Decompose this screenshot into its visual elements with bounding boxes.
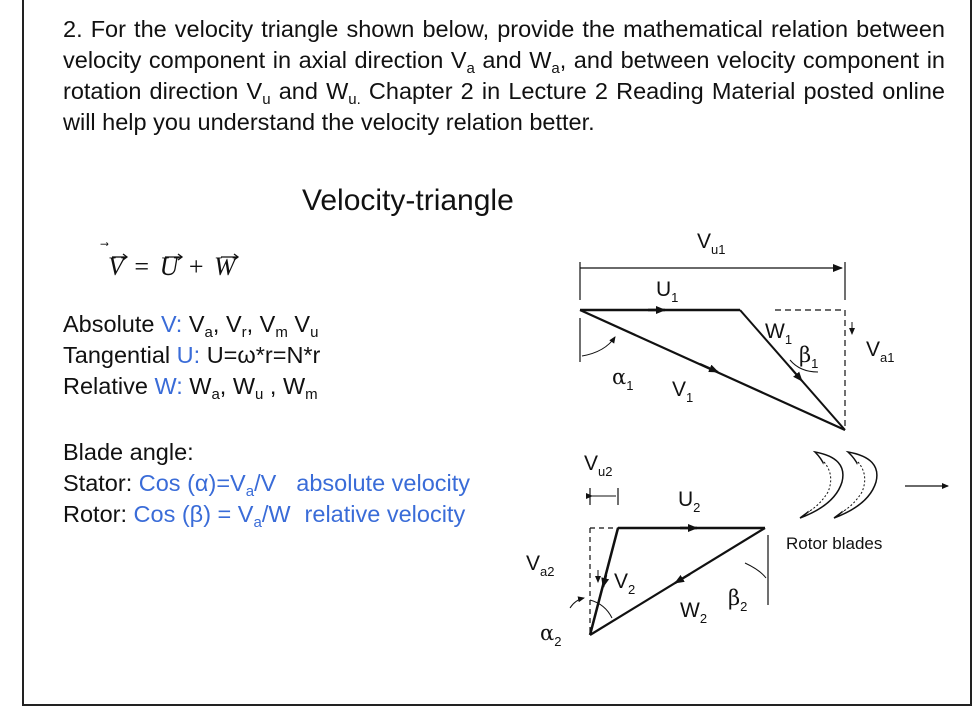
label-u2: $U_2$ <box>678 488 701 515</box>
stator-angle-def: Stator: Cos $(\alpha)=V_a/V$ absolute velocity <box>63 470 471 500</box>
label-beta1: $\beta_1$ <box>799 343 819 371</box>
relative-velocity-def: Relative W: $W_a$, $W_u$ , $W_m$ <box>63 373 318 403</box>
label-alpha2: $\alpha_2$ <box>540 621 562 649</box>
absolute-velocity-def: Absolute V: $V_a$, $V_r$, $V_m$ $V_u$ <box>63 311 319 341</box>
inlet-triangle <box>580 262 852 430</box>
label-va1: $V_{a1}$ <box>866 338 895 365</box>
outlet-triangle <box>570 488 768 635</box>
eq-u: U <box>159 252 179 281</box>
label-w1: $W_1$ <box>765 320 793 347</box>
eq-w: W <box>214 252 236 281</box>
label-va2: $V_{a2}$ <box>526 552 555 579</box>
inlet-labels <box>612 230 894 405</box>
outlet-labels <box>526 452 747 649</box>
vector-equation: V = U + W <box>108 252 236 281</box>
rotor-blades-icon <box>800 452 877 518</box>
tangential-velocity-def: Tangential U: U=ω*r=N*r <box>63 342 321 368</box>
label-w2: $W_2$ <box>680 599 708 626</box>
rotor-angle-def: Rotor: Cos $(\beta) = V_a/W$ relative velocity <box>63 501 466 531</box>
label-vu1: $V_{u1}$ <box>697 230 726 257</box>
label-beta2: $\beta_2$ <box>728 586 748 614</box>
question-text: 2. For the velocity triangle shown below, provide the mathematical relation between velocity component in axial direction $V_a$ and $W_a$, and between velocity component in rotation direction $V_u$ and $W_{u.}$ Chapter 2 in Lecture 2 Reading Material posted online will help you understand the velocity relation better. <box>63 16 945 135</box>
label-v2: $V_2$ <box>614 570 636 597</box>
blade-angle-title: Blade angle: <box>63 439 194 465</box>
label-v1: $V_1$ <box>672 378 694 405</box>
rotor-blades-label: Rotor blades <box>786 534 883 553</box>
section-heading: Velocity-triangle <box>302 184 514 217</box>
label-vu2: $V_{u2}$ <box>584 452 613 479</box>
label-u1: $U_1$ <box>656 278 679 305</box>
label-alpha1: $\alpha_1$ <box>612 365 634 393</box>
eq-v: V <box>108 252 124 281</box>
